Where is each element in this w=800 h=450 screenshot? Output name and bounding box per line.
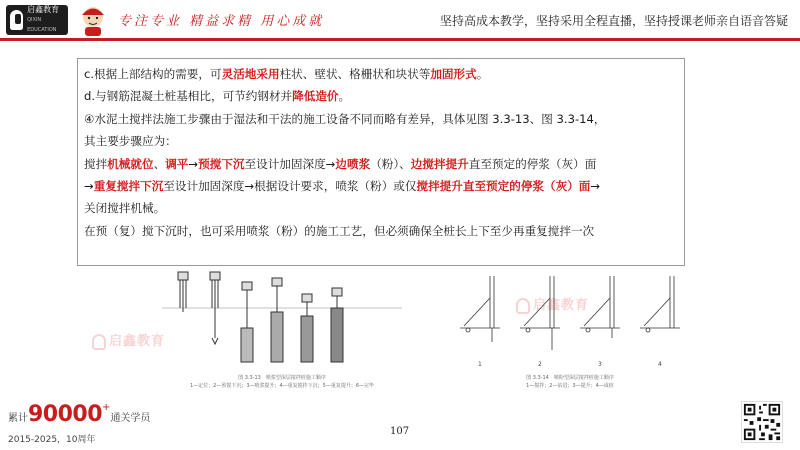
- mascot-icon: [78, 4, 108, 36]
- graduate-count: [8, 402, 150, 427]
- figure-wet-mixing-steps: [162, 268, 402, 396]
- highlighted-term: 重复搅拌下沉: [93, 179, 164, 194]
- text-segment: 关闭搅拌机械。: [84, 201, 166, 216]
- qr-code-icon[interactable]: [741, 401, 783, 443]
- text-segment: 至设计加固深度→根据设计要求，喷浆（粉）或仅: [163, 179, 417, 194]
- header-slogan: 坚持高成本教学，坚持采用全程直播，坚持授课老师亲自语音答疑: [439, 14, 788, 28]
- text-segment: 搅拌: [84, 156, 108, 171]
- anniversary-text: 2015-2025，10周年: [8, 435, 96, 445]
- figure-legend: 1—定位；2—预搅下沉；3—喷浆提升；4—重复搅拌下沉；5—重复提升；6—完毕: [189, 383, 375, 389]
- stat-number: 90000: [28, 402, 103, 427]
- highlighted-term: 边搅拌提升: [410, 156, 469, 171]
- text-segment: 在预（复）搅下沉时，也可采用喷浆（粉）的施工工艺，但必须确保全桩长上下至少再重复搅拌一次: [84, 223, 595, 238]
- step-label: 3: [598, 361, 602, 368]
- highlighted-term: 机械就位: [107, 156, 154, 171]
- figure-caption: 图 3.3-13 喷浆型深层搅拌桩施工顺序: [238, 375, 326, 381]
- highlighted-term: 降低造价: [292, 89, 339, 104]
- highlighted-term: 预搅下沉: [198, 156, 245, 171]
- brand-logo-text: 启鑫教育 QIXIN EDUCATION: [27, 5, 60, 33]
- figure-dry-mixing-steps: [450, 268, 690, 396]
- text-segment: 。: [338, 89, 351, 104]
- step-label: 4: [658, 361, 662, 368]
- text-segment: c.根据上部结构的需要，可: [84, 67, 222, 81]
- text-segment: 直至预定的停浆（灰）面: [468, 156, 597, 171]
- text-segment: →: [84, 179, 94, 194]
- text-segment: 。: [476, 67, 489, 81]
- text-segment: 至设计加固深度→: [244, 156, 336, 171]
- wet-mixing-diagram: [162, 268, 402, 372]
- stat-prefix: 累计: [8, 413, 28, 424]
- watermark: 启鑫教育: [92, 330, 165, 350]
- header-divider: [0, 38, 800, 41]
- stat-suffix: 通关学员: [110, 413, 151, 424]
- text-segment: 其主要步骤应为：: [84, 134, 177, 149]
- step-label: 2: [538, 361, 542, 368]
- text-line: [78, 220, 684, 242]
- text-segment: （粉）、: [370, 156, 411, 171]
- text-line: [78, 130, 684, 152]
- brand-logo: [6, 5, 68, 35]
- script-slogan: 专注专业 精益求精 用心成就: [118, 14, 325, 29]
- text-segment: →: [188, 156, 199, 171]
- brand-logo-icon: [10, 10, 23, 30]
- highlighted-term: 灵活地采用: [221, 67, 280, 81]
- text-line: [78, 153, 684, 175]
- dry-mixing-diagram: [450, 268, 690, 372]
- text-line: [78, 108, 684, 130]
- highlighted-term: 搅拌提升直至预定的停浆（灰）面: [416, 179, 591, 194]
- page-number: 107: [390, 426, 410, 437]
- watermark-logo-icon: [92, 334, 106, 350]
- text-segment: 柱状、壁状、格栅状和块状等: [279, 67, 431, 81]
- highlighted-term: 边喷浆: [335, 156, 371, 171]
- lecture-text-box: [77, 58, 685, 266]
- text-segment: 、: [153, 156, 166, 171]
- header: [0, 0, 800, 40]
- text-segment: d.与钢筋混凝土桩基相比，可节约钢材并: [84, 89, 293, 104]
- figure-caption: 图 3.3-14 喷粉型深层搅拌桩施工顺序: [526, 375, 614, 381]
- text-line: [78, 63, 684, 85]
- text-line: [78, 175, 684, 197]
- watermark: 启鑫教育: [516, 294, 589, 314]
- highlighted-term: 加固形式: [430, 67, 477, 81]
- highlighted-term: 调平: [165, 156, 189, 171]
- figure-legend: 1—搅拌；2—钻进；3—提升；4—成桩: [526, 383, 614, 389]
- text-line: [78, 85, 684, 107]
- step-label: 1: [478, 361, 482, 368]
- text-segment: →: [590, 179, 601, 194]
- text-line: [78, 197, 684, 219]
- text-segment: ④水泥土搅拌法施工步骤由于湿法和干法的施工设备不同而略有差异，具体见图 3.3-13、图 3.3-14，: [84, 111, 606, 126]
- stat-plus: +: [102, 402, 111, 413]
